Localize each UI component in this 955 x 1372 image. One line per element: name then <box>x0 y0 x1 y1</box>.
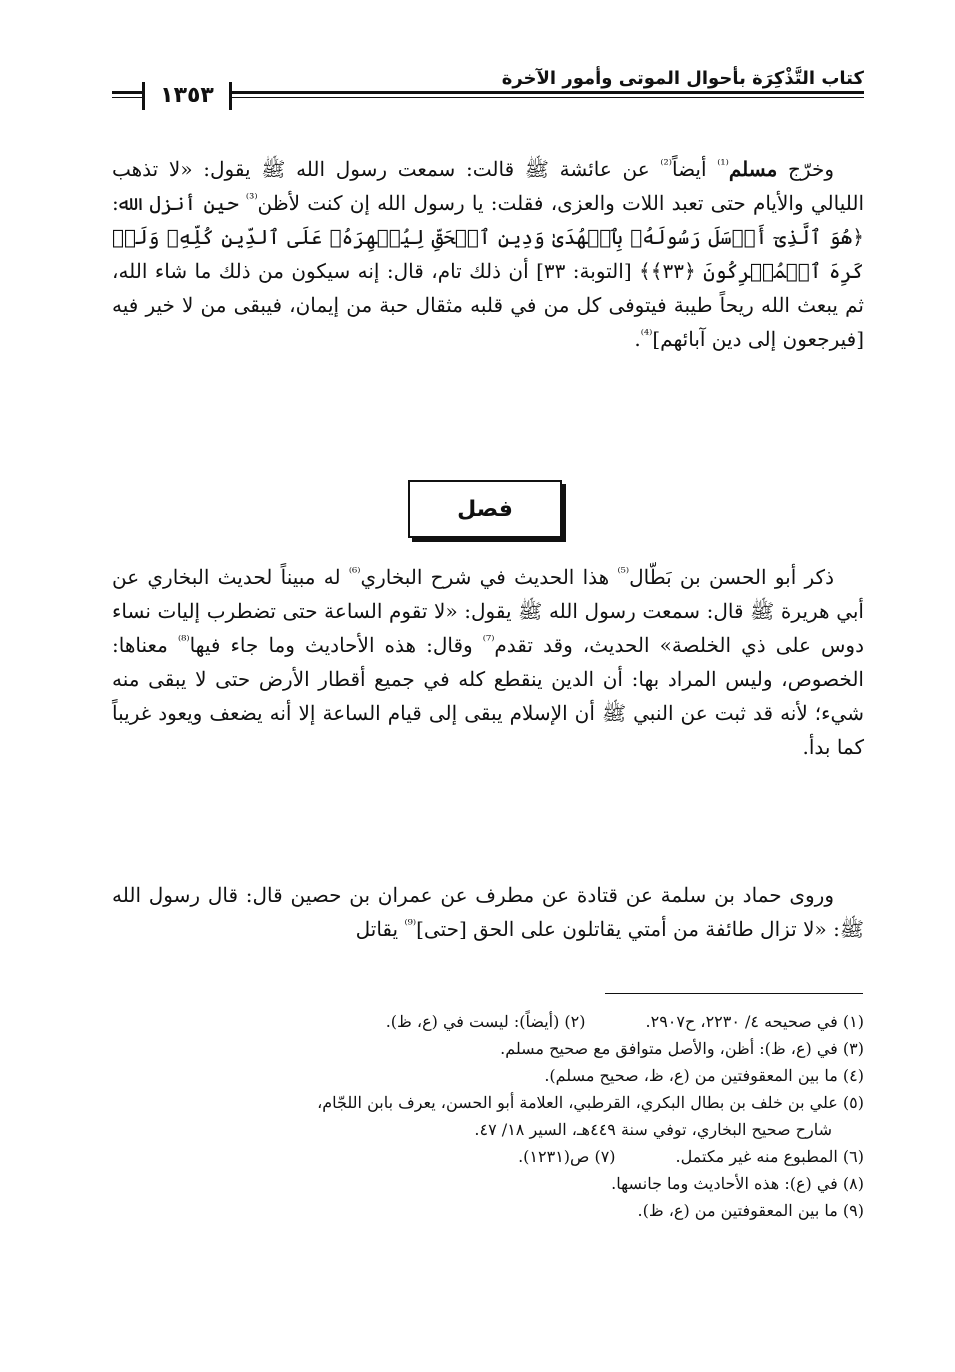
text-run: وروى حماد بن سلمة عن قتادة عن مطرف عن عمران بن حصين قال: قال رسول الله ﷺ: «لا تزال طائفة من أمتي يقاتلون على الحق [حتى] <box>112 883 864 941</box>
section-title: فصل <box>457 496 513 522</box>
text-run: هذا الحديث في شرح البخاري <box>360 565 618 589</box>
footnote-9: (٩) ما بين المعقوفتين من (ع، ظ). <box>637 1201 864 1220</box>
text-run: ذكر أبو الحسن بن بَطّال <box>629 565 834 589</box>
footnote-3: (٣) في (ع، ظ): أظن، والأصل متوافق مع صحيح مسلم. <box>500 1039 864 1058</box>
text-run: له مبيناً لحديث البخاري عن أبي هريرة ﷺ قال: سمعت رسول الله ﷺ يقول: «لا تقوم الساعة حتى تضطرب إليات نساء دوس على ذي الخلصة» الحديث، وقد تقدم <box>112 565 864 657</box>
text-run: معناها: الخصوص، وليس المراد بها: أن الدين ينقطع كله في جميع أقطار الأرض حتى لا يبقى منه شيء؛ لأنه قد ثبت عن النبي ﷺ أن الإسلام يبقى إلى قيام الساعة إلا أنه يضعف ويعود غريباً كما بدأ. <box>112 633 864 759</box>
footnotes <box>150 1008 864 1224</box>
footnote-5-continued: شارح صحيح البخاري، توفي سنة ٤٤٩هـ، السير ١٨/ ٤٧. <box>474 1120 832 1139</box>
footnote-line <box>150 1008 864 1035</box>
footnote-4: (٤) ما بين المعقوفتين من (ع، ظ، صحيح مسلم). <box>544 1066 864 1085</box>
text-run: . <box>634 327 641 351</box>
footnote-8: (٨) في (ع): هذه الأحاديث وما جانسها. <box>611 1174 864 1193</box>
footnote-2: (٢) (أيضاً): ليست في (ع، ظ). <box>385 1012 586 1031</box>
text-run: أيضاً <box>671 157 718 181</box>
footnote-1: (١) في صحيحه ٤/ ٢٢٣٠، ح٢٩٠٧. <box>645 1012 864 1031</box>
paragraph-1 <box>112 152 864 356</box>
footnote-ref: ⁽³⁾ <box>245 191 258 207</box>
text-run: حين أنزل الله: ﴿هُوَ ٱلَّذِىٓ أَرۡسَلَ رَسُولَهُۥ بِٱلۡهُدَىٰ وَدِينِ ٱلۡحَقِّ لِيُظۡهِرَهُۥ عَلَى ٱلدِّينِ كُلِّهِۦ وَلَوۡ كَرِهَ ٱلۡمُشۡرِكُونَ ﴿٣٣﴾﴾ [التوبة: ٣٣] أن ذلك تام، قال: إنه سيكون من ذلك ما شاء الله، ثم يبعث الله ريحاً طيبة فيتوفى كل من في قلبه مثقال حبة من إيمان، فيبقى من لا خير فيه [فيرجعون إلى دين آبائهم] <box>112 191 865 351</box>
footnote-ref: ⁽⁸⁾ <box>177 633 190 649</box>
footnote-7: (٧) ص(١٢٣١). <box>518 1147 616 1166</box>
footnote-separator <box>605 993 863 994</box>
footnote-ref: ⁽²⁾ <box>660 157 672 173</box>
footnote-5: (٥) علي بن خلف بن بطال البكري، القرطبي، العلامة أبو الحسن، يعرف بابن اللجّام، <box>317 1093 864 1112</box>
paragraph-3 <box>112 878 864 946</box>
footnote-ref: ⁽⁵⁾ <box>617 565 630 581</box>
footnote-line <box>150 1143 864 1170</box>
text-run: وقال: هذه الأحاديث وما جاء فيها <box>189 633 483 657</box>
footnote-ref: ⁽¹⁾ <box>717 157 729 173</box>
footnote-ref: ⁽⁴⁾ <box>640 327 653 343</box>
footnote-ref: ⁽⁶⁾ <box>348 565 361 581</box>
text-run: يقاتل <box>355 917 405 941</box>
book-title: كتاب التَّذْكِرَة بأحوال الموتى وأمور الآخرة <box>501 68 864 89</box>
author-name: مسلم <box>728 157 778 181</box>
page-header <box>112 68 864 108</box>
paragraph-2 <box>112 560 864 764</box>
page-number: ١٣٥٣ <box>142 82 232 110</box>
text-run: وخرّج <box>777 157 834 181</box>
text-run: عن عائشة ﷺ قالت: سمعت رسول الله ﷺ يقول: «لا تذهب الليالي والأيام حتى تعبد اللات والعزى، فقلت: يا رسول الله إن كنت لأظن <box>112 157 864 215</box>
footnote-ref: ⁽⁹⁾ <box>404 917 417 933</box>
footnote-6: (٦) المطبوع منه غير مكتمل. <box>675 1147 864 1166</box>
section-heading-box <box>408 480 562 538</box>
footnote-ref: ⁽⁷⁾ <box>482 633 495 649</box>
